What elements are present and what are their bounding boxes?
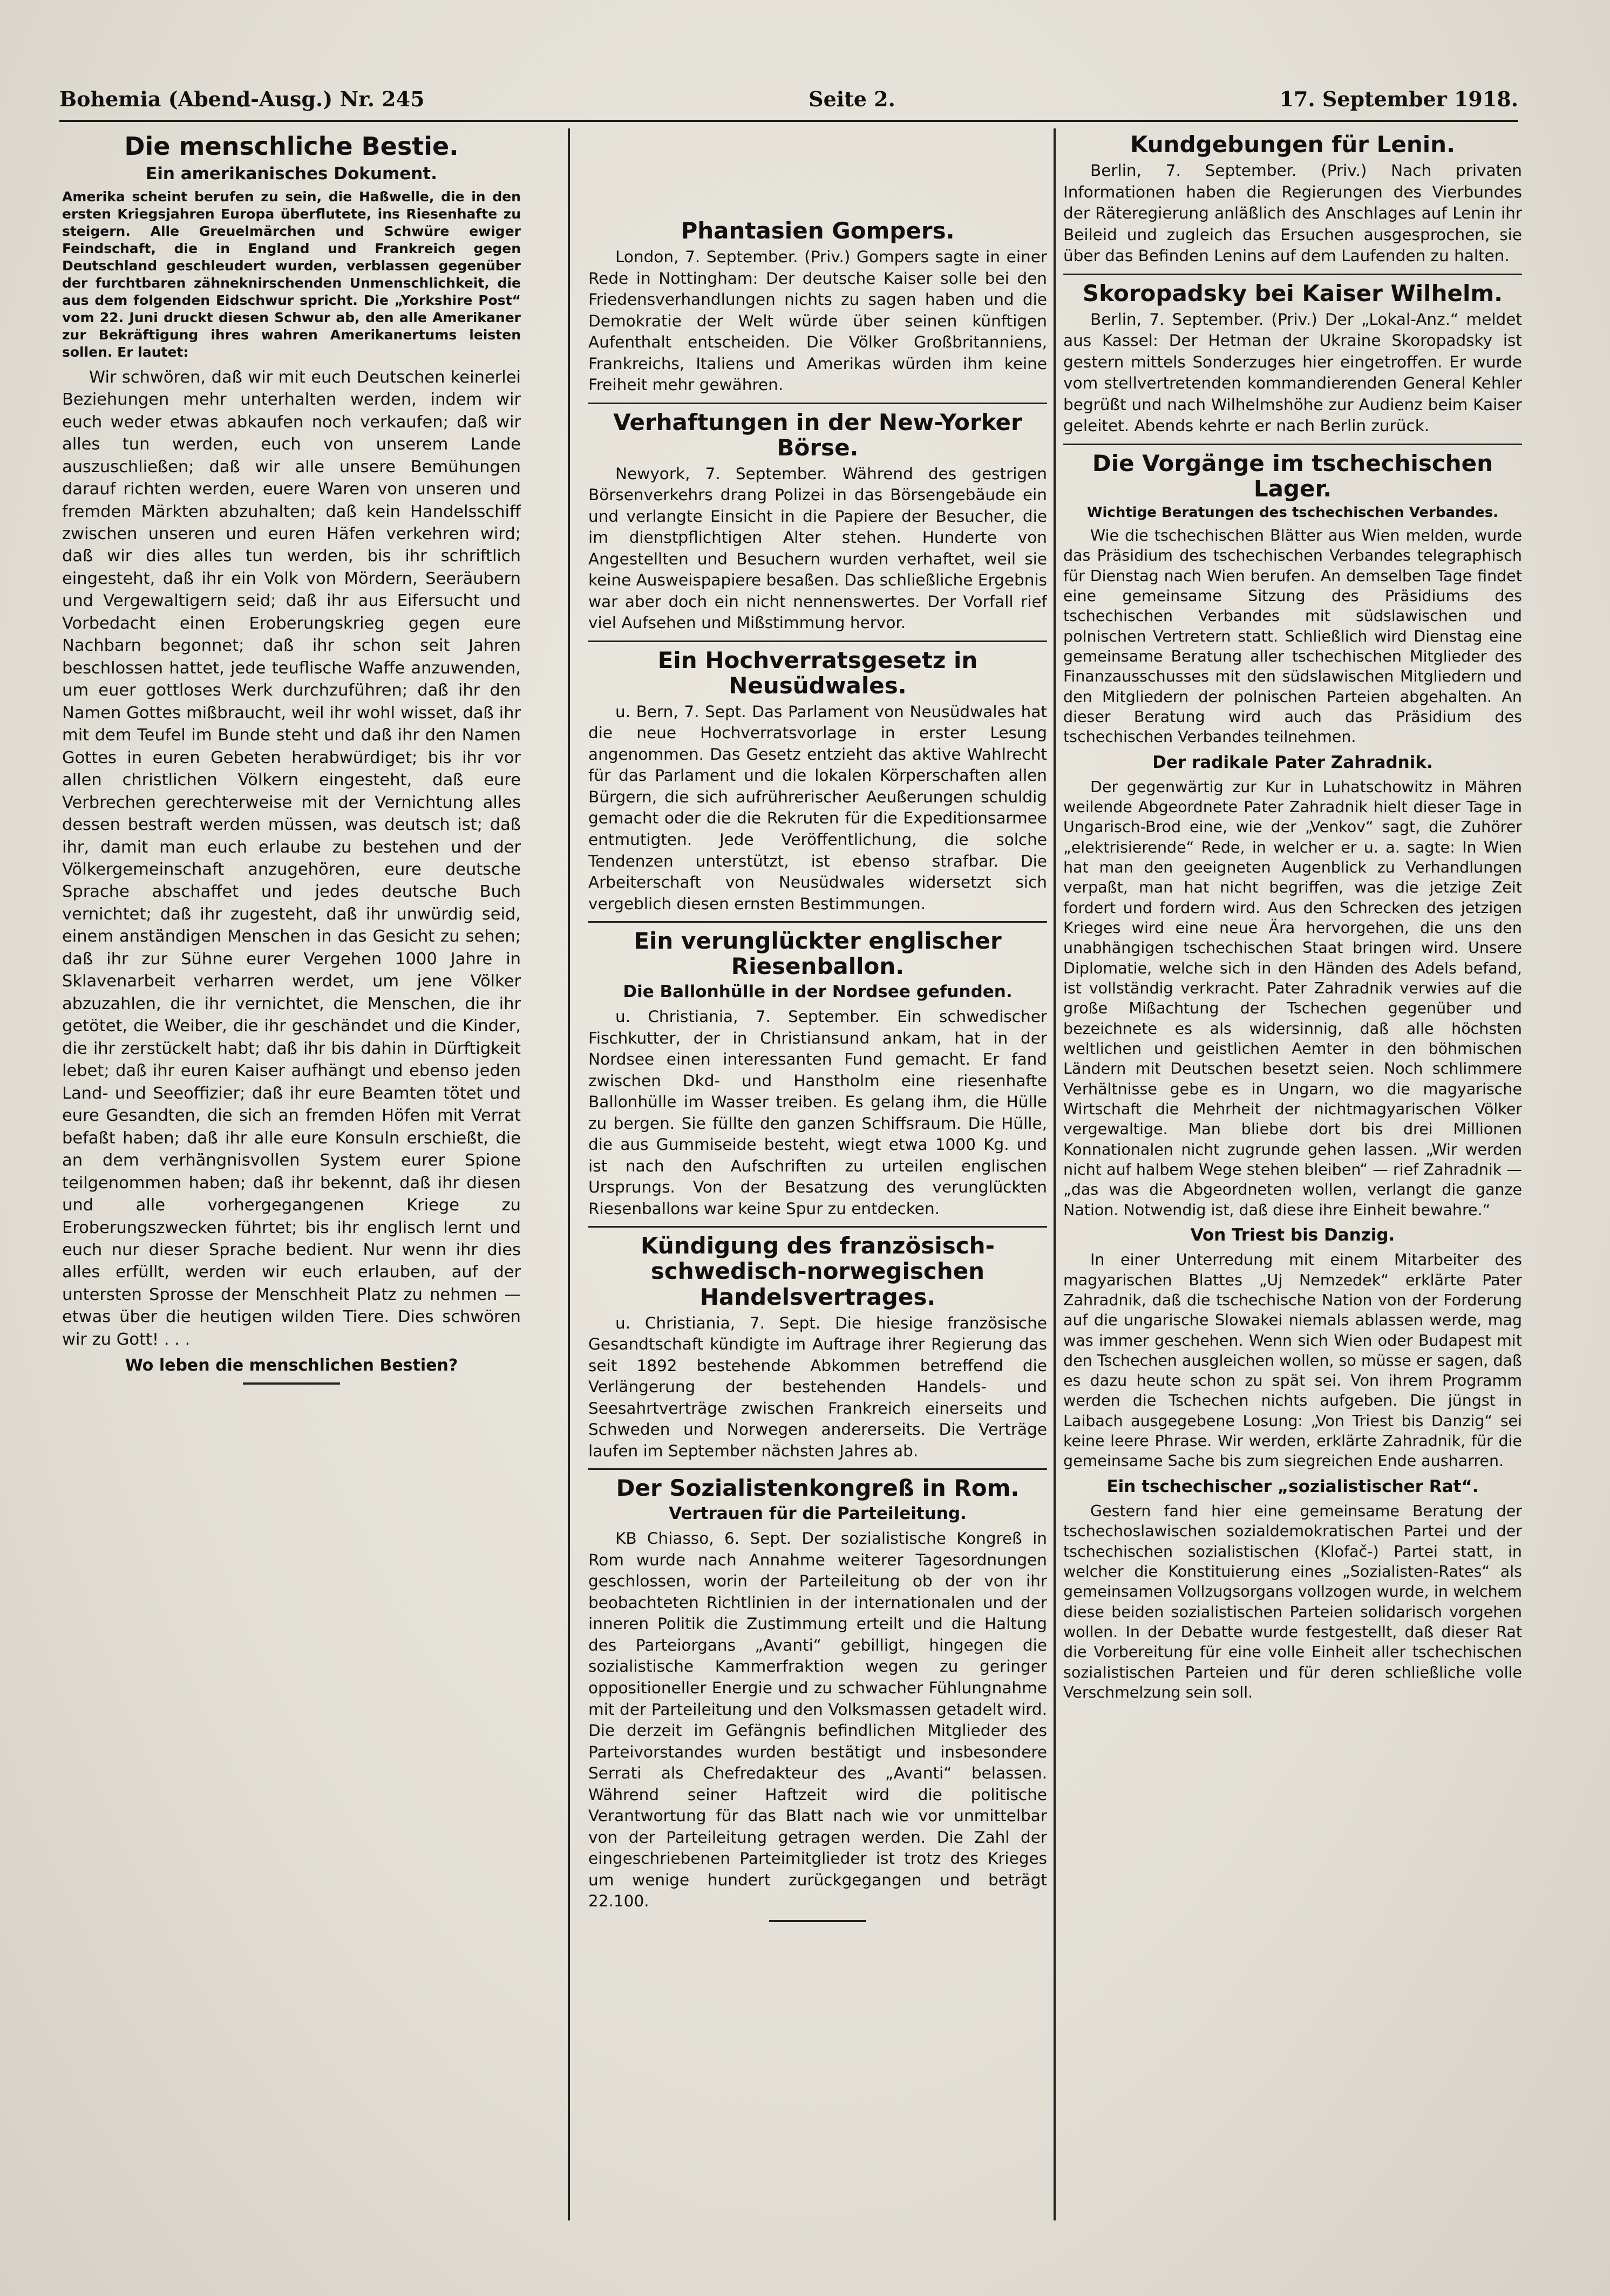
article-headline: Die Vorgänge im tschechischen Lager. — [1092, 449, 1493, 502]
article-intro: Amerika scheint berufen zu sein, die Haßwelle, die in den ersten Kriegsjahren Europa überflutete, ins Riesenhafte zu steigern. Alle Greuelmärchen und Schwüre ewiger Feindschaft, die in England und Frankreich gegen Deutschland geschleudert wurden, verblassen gegenüber der furchtbaren zähneknirschenden Unmenschlichkeit, die aus dem folgenden Eidschwur spricht. Die „Yorkshire Post“ vom 22. Juni druckt diesen Schwur ab, den alle Amerikaner zur Bekräftigung ihres wahren Amerikanertums leisten sollen. Er lautet: — [62, 188, 521, 360]
article-headline: Der Sozialistenkongreß in Rom. — [616, 1475, 1020, 1502]
article-headline: Kündigung des französisch-schwedisch-norwegischen Handelsvertrages. — [641, 1232, 995, 1310]
section-subheadline: Der radikale Pater Zahradnik. — [1152, 752, 1433, 772]
end-rule — [769, 1920, 866, 1922]
article-subheadline: Die Ballonhülle in der Nordsee gefunden. — [623, 982, 1013, 1002]
article-headline: Skoropadsky bei Kaiser Wilhelm. — [1082, 280, 1503, 306]
article-closing: Wo leben die menschlichen Bestien? — [125, 1356, 458, 1375]
masthead-rule — [59, 120, 1518, 122]
article-separator — [588, 921, 1047, 923]
article-body: u. Christiania, 7. Sept. Die hiesige französische Gesandtschaft kündigte im Auftrage ihrer Regierung das seit 1892 bestehende Abkommen betreffend die Verlängerung der bestehenden Handels- und Seesahrtverträge zwischen Frankreich einerseits und Schweden und Norwegen andererseits. Die Verträge laufen im September nächsten Jahres ab. — [588, 1313, 1047, 1460]
article-separator — [588, 403, 1047, 404]
article-headline: Die menschliche Bestie. — [124, 132, 459, 161]
article-subheadline: Wichtige Beratungen des tschechischen Verbandes. — [1086, 504, 1499, 521]
article-body: KB Chiasso, 6. Sept. Der sozialistische Kongreß in Rom wurde nach Annahme weiterer Tagesordnungen geschlossen, worin der Parteileitung ob der von ihr beobachteten Richtlinien in der internationalen und der inneren Politik die Zustimmung erteilt und die Haltung des Parteiorgans „Avanti“ gebilligt, hingegen die sozialistische Kammerfraktion wegen zu geringer oppositioneller Energie und zu schwacher Fühlungnahme mit der Parteileitung und den Volksmassen getadelt wird. Die derzeit im Gefängnis befindlichen Mitglieder des Parteivorstandes wurden bestätigt und insbesondere Serrati als Chefredakteur des „Avanti“ belassen. Während seiner Haftzeit wird die politische Verantwortung für das Blatt nach wie vor unmittelbar von der Parteileitung getragen werden. Die Zahl der eingeschriebenen Parteimitglieder ist trotz des Krieges um wenige hundert zurückgegangen und beträgt 22.100. — [588, 1529, 1047, 1911]
article-body: In einer Unterredung mit einem Mitarbeiter des magyarischen Blattes „Uj Nemzedek“ erklärte Pater Zahradnik, daß die tschechische Nation von der Forderung auf die ungarische Slowakei niemals ablassen werde, mag was immer geschehen. Wenn sich Wien oder Budapest mit den Tschechen ausgleichen wollen, so müsse er sagen, daß es dazu heute schon zu spät sei. Von ihrem Programm werden die Tschechen nichts aufgeben. Die jüngst in Laibach ausgegebene Losung: „Von Triest bis Danzig“ sei keine leere Phrase. Wir werden, erklärte Zahradnik, für die gemeinsame Sache bis zum siegreichen Ende ausharren. — [1063, 1251, 1522, 1470]
article-body: u. Christiania, 7. September. Ein schwedischer Fischkutter, der in Christiansund ankam, hat in der Nordsee einen interessanten Fund gemacht. Er fand zwischen Dkd- und Hanstholm eine riesenhafte Ballonhülle im Wasser treiben. Es gelang ihm, die Hülle zu bergen. Sie füllte den ganzen Schiffsraum. Die Hülle, die aus Gummiseide besteht, wiegt etwa 1000 Kg. und ist nach den Aufschriften zu urteilen englischen Ursprungs. Von der Besatzung des verunglückten Riesenballons war keine Spur zu entdecken. — [588, 1007, 1047, 1218]
section-subheadline: Von Triest bis Danzig. — [1190, 1225, 1395, 1245]
article-separator — [588, 1226, 1047, 1228]
article-headline: Verhaftungen in der New-Yorker Börse. — [613, 408, 1022, 461]
end-rule — [243, 1382, 340, 1385]
article-separator — [1063, 274, 1522, 275]
masthead — [59, 80, 1518, 118]
section-subheadline: Ein tschechischer „sozialistischer Rat“. — [1106, 1476, 1479, 1496]
article-headline: Kundgebungen für Lenin. — [1130, 131, 1456, 158]
article-body: Wie die tschechischen Blätter aus Wien melden, wurde das Präsidium des tschechischen Verbandes telegraphisch für Dienstag nach Wien berufen. An demselben Tage findet eine gemeinsame Sitzung des Präsidiums des tschechischen Verbandes mit südslawischen und polnischen Vertretern statt. Schließlich wird Dienstag eine gemeinsame Beratung aller tschechischen Mitglieder des Finanzausschusses mit den südslawischen Mitgliedern und den Mitgliedern der polnischen Parteien abgehalten. An dieser Beratung wird auch das Präsidium des tschechischen Verbandes teilnehmen. — [1063, 526, 1522, 746]
column-middle — [588, 128, 1047, 2220]
article-subheadline: Ein amerikanisches Dokument. — [146, 163, 437, 183]
article-subheadline: Vertrauen für die Parteileitung. — [669, 1504, 967, 1524]
article-separator — [1063, 444, 1522, 445]
article-body: London, 7. September. (Priv.) Gompers sagte in einer Rede in Nottingham: Der deutsche Kaiser solle bei den Friedensverhandlungen nichts zu sagen haben und die Demokratie der Welt würde über seinen künftigen Aufenthalt entscheiden. Die Völker Großbritanniens, Frankreichs, Italiens und Amerikas würden ihm keine Freiheit mehr gewähren. — [588, 248, 1047, 394]
masthead-date: 17. September 1918. — [1279, 86, 1518, 111]
article-headline: Ein Hochverratsgesetz in Neusüdwales. — [657, 646, 978, 699]
column-divider — [568, 128, 570, 2220]
column-left — [62, 128, 521, 2220]
article-body: u. Bern, 7. Sept. Das Parlament von Neusüdwales hat die neue Hochverratsvorlage in erster Lesung angenommen. Das Gesetz entzieht das aktive Wahlrecht für das Parlament und die lokalen Körperschaften allen Bürgern, die sich aufrührerischer Aeußerungen schuldig gemacht oder die die Rekruten für die Expeditionsarmee entmutigten. Jede Veröffentlichung, die solche Tendenzen unterstützt, ist ebenso strafbar. Die Arbeiterschaft von Neusüdwales widersetzt sich vergeblich diesen ernsten Bestimmungen. — [588, 702, 1047, 913]
page-number: Seite 2. — [809, 86, 895, 111]
article-headline: Phantasien Gompers. — [681, 217, 955, 244]
article-body: Wir schwören, daß wir mit euch Deutschen keinerlei Beziehungen mehr unterhalten werden, indem wir euch weder etwas abkaufen noch verkaufen; daß wir alles tun werden, euch von unserem Lande auszuschließen; daß wir alle unsere Bemühungen darauf richten werden, euere Waren von unseren und fremden Märkten abzuhalten; daß kein Handelsschiff zwischen unseren und euren Häfen verkehren wird; daß wir dies alles tun werden, bis ihr schriftlich eingesteht, daß ihr ein Volk von Mördern, Seeräubern und Vergewaltigern seid; daß ihr aus Eifersucht und Vorbedacht einen Eroberungskrieg gegen eure Nachbarn begonnet; daß ihr schon seit Jahren beschlossen hattet, jede teuflische Waffe anzuwenden, um euer gottloses Werk durchzuführen; daß ihr den Namen Gottes mißbraucht, weil ihr wohl wisset, daß ihr mit dem Teufel im Bunde steht und daß ihr den Namen Gottes in euren Gebeten herabwürdiget; bis ihr vor allen christlichen Völkern eingesteht, daß eure Verbrechen gerechterweise mit der Vernichtung alles dessen bestraft werden müssen, was deutsch ist; daß ihr, damit man euch erlaube zu bestehen und der Völkergemeinschaft anzugehören, eure deutsche Sprache abschaffet und jedes deutsche Buch vernichtet; daß ihr zugesteht, daß ihr unwürdig seid, einem anständigen Menschen in das Gesicht zu sehen; daß ihr zur Sühne eurer Vergehen 1000 Jahre in Sklavenarbeit verharren werdet, um jene Völker abzuzahlen, die ihr vernichtet, die Menschen, die ihr getötet, die Weiber, die ihr geschändet und die Kinder, die ihr zerstückelt habt; daß ihr bis dahin in Dürftigkeit lebet; daß ihr euren Kaiser aufhängt und ebenso jeden Land- und Seeoffizier; daß ihr eure Beamten tötet und eure Gesandten, die sich an fremden Höfen mit Verrat befaßt haben; daß ihr alle eure Konsuln erschießt, die an dem verhängnisvollen System eurer Spione teilgenommen haben; daß ihr bekennt, daß ihr diesen und alle vorhergegangenen Kriege zu Eroberungszwecken führtet; bis ihr englisch lernt und euch nur dieser Sprache bedient. Nur wenn ihr dies alles erfüllt, werden wir euch erlauben, auf der untersten Sprosse der Menschheit Platz zu nehmen — etwas über die heutigen wilden Tiere. Dies schwören wir zu Gott! . . . — [62, 367, 521, 1349]
masthead-title: Bohemia (Abend-Ausg.) Nr. 245 — [59, 86, 425, 111]
column-divider — [1054, 128, 1056, 2220]
article-headline: Ein verunglückter englischer Riesenballon. — [634, 928, 1002, 980]
article-separator — [588, 1468, 1047, 1470]
article-body: Der gegenwärtig zur Kur in Luhatschowitz in Mähren weilende Abgeordnete Pater Zahradnik hielt dieser Tage in Ungarisch-Brod eine, wie der „Venkov“ sagt, die Zuhörer „elektrisierende“ Rede, in welcher er u. a. sagte: In Wien hat man den geeigneten Augenblick zu Verhandlungen verpaßt, man hat nicht begriffen, was die jetzige Zeit fordert und fordern wird. Aus den Schrecken des jetzigen Krieges wird eine neue Ära hervorgehen, die uns den unabhängigen tschechischen Staat bringen wird. Unsere Diplomatie, welche sich in den Händen des Adels befand, ist vollständig verkracht. Pater Zahradnik verwies auf die große Mißachtung der Tschechen gegenüber und bezeichnete es als widersinnig, daß alle höchsten weltlichen und geistlichen Aemter in den böhmischen Ländern mit Deutschen besetzt seien. Noch schlimmere Verhältnisse gebe es in Ungarn, wo die magyarische Wirtschaft die Mehrheit der nichtmagyarischen Völker vergewaltige. Man bliebe dort bis drei Millionen Konnationalen nicht zugrunde gehen lassen. „Wir werden nicht auf halbem Wege stehen bleiben“ — rief Zahradnik — „das was die Abgeordneten wollen, verlangt die ganze Nation. Notwendig ist, daß diese ihre Einheit bewahre.“ — [1063, 778, 1522, 1219]
article-separator — [588, 641, 1047, 642]
column-right — [1063, 128, 1522, 2220]
blank-area — [588, 128, 1047, 215]
article-body: Berlin, 7. September. (Priv.) Der „Lokal-Anz.“ meldet aus Kassel: Der Hetman der Ukraine Skoropadsky ist gestern mittels Sonderzuges hier eingetroffen. Er wurde vom stellvertretenden kommandierenden General Kehler begrüßt und nach Wilhelmshöhe zur Audienz beim Kaiser geleitet. Abends kehrte er nach Berlin zurück. — [1063, 310, 1522, 435]
article-body: Newyork, 7. September. Während des gestrigen Börsenverkehrs drang Polizei in das Börsengebäude ein und verlangte Einsicht in die Papiere der Besucher, die im dienstpflichtigen Alter stehen. Hunderte von Angestellten und Besuchern wurden verhaftet, weil sie keine Ausweispapiere besaßen. Das schließliche Ergebnis war aber doch ein nicht nennenswertes. Der Vorfall rief viel Aufsehen und Mißstimmung hervor. — [588, 464, 1047, 632]
article-body: Gestern fand hier eine gemeinsame Beratung der tschechoslawischen sozialdemokratischen Partei und der tschechischen sozialistischen (Klofač-) Partei statt, in welcher die Konstituierung eines „Sozialisten-Rates“ als gemeinsamen Vollzugsorgans vollzogen wurde, in welchem diese beiden sozialistischen Parteien solidarisch vorgehen wollen. In der Debatte wurde festgestellt, daß dieser Rat die Vorbereitung für eine volle Einheit aller tschechischen sozialistischen Parteien und für deren schließliche volle Verschmelzung sein soll. — [1063, 1502, 1522, 1701]
article-body: Berlin, 7. September. (Priv.) Nach privaten Informationen haben die Regierungen des Vierbundes der Räteregierung anläßlich des Anschlages auf Lenin ihr Beileid und zugleich das Ersuchen ausgesprochen, sie über das Befinden Lenins auf dem Laufenden zu halten. — [1063, 161, 1522, 265]
